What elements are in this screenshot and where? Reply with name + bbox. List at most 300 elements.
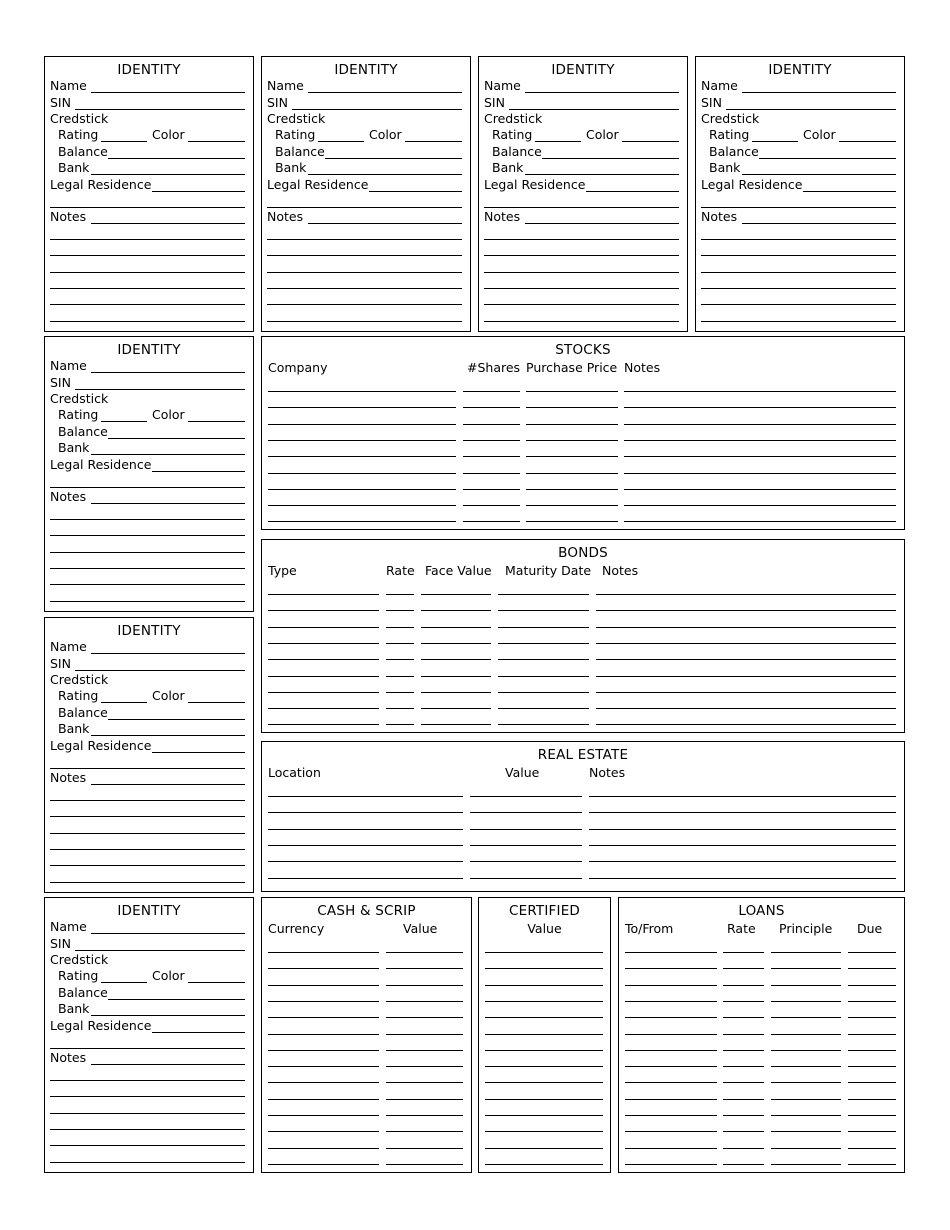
bonds-face-value-cell[interactable]	[421, 724, 491, 725]
notes-line[interactable]	[50, 272, 245, 273]
cash-currency-cell[interactable]	[268, 985, 379, 986]
bonds-face-value-cell[interactable]	[421, 643, 491, 644]
cash-value-cell[interactable]	[386, 1050, 463, 1051]
bonds-maturity-date-cell[interactable]	[498, 627, 589, 628]
bonds-maturity-date-cell[interactable]	[498, 643, 589, 644]
notes-line[interactable]	[484, 288, 679, 289]
bonds-notes-cell[interactable]	[596, 627, 896, 628]
rating-field[interactable]	[101, 141, 147, 142]
name-field[interactable]	[91, 653, 245, 654]
stocks-company-cell[interactable]	[268, 391, 456, 392]
name-field[interactable]	[91, 933, 245, 934]
notes-line[interactable]	[701, 272, 896, 273]
cash-currency-cell[interactable]	[268, 1017, 379, 1018]
stocks-shares-cell[interactable]	[463, 424, 520, 425]
bonds-maturity-date-cell[interactable]	[498, 692, 589, 693]
real-estate-value-cell[interactable]	[470, 861, 582, 862]
notes-line[interactable]	[50, 601, 245, 602]
real-estate-notes-cell[interactable]	[589, 796, 896, 797]
loans-rate-cell[interactable]	[723, 1001, 764, 1002]
cash-currency-cell[interactable]	[268, 1131, 379, 1132]
sin-field[interactable]	[75, 670, 245, 671]
cash-value-cell[interactable]	[386, 1099, 463, 1100]
real-estate-location-cell[interactable]	[268, 845, 463, 846]
sin-field[interactable]	[75, 109, 245, 110]
loans-due-cell[interactable]	[848, 985, 896, 986]
loans-rate-cell[interactable]	[723, 952, 764, 953]
cash-currency-cell[interactable]	[268, 952, 379, 953]
notes-field[interactable]	[91, 784, 245, 785]
real-estate-value-cell[interactable]	[470, 829, 582, 830]
bonds-face-value-cell[interactable]	[421, 692, 491, 693]
notes-line[interactable]	[50, 882, 245, 883]
cash-value-cell[interactable]	[386, 1131, 463, 1132]
stocks-purchase-price-cell[interactable]	[526, 440, 618, 441]
stocks-notes-cell[interactable]	[624, 440, 896, 441]
color-field[interactable]	[188, 982, 245, 983]
sin-field[interactable]	[292, 109, 462, 110]
loans-principle-cell[interactable]	[771, 1050, 841, 1051]
bonds-type-cell[interactable]	[268, 610, 379, 611]
stocks-notes-cell[interactable]	[624, 489, 896, 490]
balance-field[interactable]	[759, 158, 896, 159]
cash-currency-cell[interactable]	[268, 1082, 379, 1083]
stocks-company-cell[interactable]	[268, 489, 456, 490]
certified-value-cell[interactable]	[485, 1082, 603, 1083]
loans-due-cell[interactable]	[848, 1017, 896, 1018]
bonds-face-value-cell[interactable]	[421, 708, 491, 709]
notes-field[interactable]	[525, 223, 679, 224]
bonds-rate-cell[interactable]	[386, 676, 414, 677]
loans-principle-cell[interactable]	[771, 1001, 841, 1002]
bank-field[interactable]	[742, 174, 896, 175]
bonds-face-value-cell[interactable]	[421, 610, 491, 611]
bonds-rate-cell[interactable]	[386, 659, 414, 660]
bonds-maturity-date-cell[interactable]	[498, 594, 589, 595]
rating-field[interactable]	[101, 702, 147, 703]
color-field[interactable]	[839, 141, 896, 142]
bank-field[interactable]	[308, 174, 462, 175]
loans-to-from-cell[interactable]	[625, 1115, 717, 1116]
bonds-maturity-date-cell[interactable]	[498, 610, 589, 611]
bonds-type-cell[interactable]	[268, 627, 379, 628]
name-field[interactable]	[91, 92, 245, 93]
sin-field[interactable]	[509, 109, 679, 110]
cash-currency-cell[interactable]	[268, 1066, 379, 1067]
color-field[interactable]	[405, 141, 462, 142]
cash-currency-cell[interactable]	[268, 1115, 379, 1116]
notes-field[interactable]	[308, 223, 462, 224]
bonds-type-cell[interactable]	[268, 659, 379, 660]
bonds-notes-cell[interactable]	[596, 643, 896, 644]
balance-field[interactable]	[542, 158, 679, 159]
notes-line[interactable]	[267, 321, 462, 322]
loans-rate-cell[interactable]	[723, 1148, 764, 1149]
legal-residence-field[interactable]	[803, 191, 896, 192]
cash-value-cell[interactable]	[386, 1066, 463, 1067]
stocks-purchase-price-cell[interactable]	[526, 391, 618, 392]
notes-line[interactable]	[50, 255, 245, 256]
loans-to-from-cell[interactable]	[625, 985, 717, 986]
cash-currency-cell[interactable]	[268, 968, 379, 969]
stocks-purchase-price-cell[interactable]	[526, 456, 618, 457]
loans-to-from-cell[interactable]	[625, 968, 717, 969]
stocks-shares-cell[interactable]	[463, 489, 520, 490]
notes-line[interactable]	[50, 849, 245, 850]
loans-to-from-cell[interactable]	[625, 1082, 717, 1083]
real-estate-location-cell[interactable]	[268, 861, 463, 862]
bonds-rate-cell[interactable]	[386, 594, 414, 595]
stocks-purchase-price-cell[interactable]	[526, 473, 618, 474]
stocks-company-cell[interactable]	[268, 473, 456, 474]
loans-due-cell[interactable]	[848, 968, 896, 969]
notes-line[interactable]	[701, 239, 896, 240]
notes-line[interactable]	[50, 535, 245, 536]
bonds-maturity-date-cell[interactable]	[498, 676, 589, 677]
bonds-face-value-cell[interactable]	[421, 676, 491, 677]
loans-due-cell[interactable]	[848, 1066, 896, 1067]
bonds-rate-cell[interactable]	[386, 610, 414, 611]
notes-line[interactable]	[50, 304, 245, 305]
notes-line[interactable]	[484, 321, 679, 322]
loans-due-cell[interactable]	[848, 1034, 896, 1035]
cash-value-cell[interactable]	[386, 968, 463, 969]
bank-field[interactable]	[91, 735, 245, 736]
stocks-company-cell[interactable]	[268, 440, 456, 441]
stocks-shares-cell[interactable]	[463, 391, 520, 392]
notes-line[interactable]	[50, 1145, 245, 1146]
rating-field[interactable]	[101, 982, 147, 983]
bonds-rate-cell[interactable]	[386, 724, 414, 725]
balance-field[interactable]	[108, 999, 245, 1000]
loans-rate-cell[interactable]	[723, 1099, 764, 1100]
loans-rate-cell[interactable]	[723, 1131, 764, 1132]
bonds-rate-cell[interactable]	[386, 643, 414, 644]
notes-field[interactable]	[91, 223, 245, 224]
stocks-company-cell[interactable]	[268, 521, 456, 522]
legal-residence-field-2[interactable]	[50, 487, 245, 488]
notes-line[interactable]	[267, 239, 462, 240]
legal-residence-field-2[interactable]	[701, 207, 896, 208]
loans-due-cell[interactable]	[848, 1050, 896, 1051]
real-estate-notes-cell[interactable]	[589, 861, 896, 862]
notes-field[interactable]	[91, 1064, 245, 1065]
bonds-maturity-date-cell[interactable]	[498, 708, 589, 709]
real-estate-value-cell[interactable]	[470, 845, 582, 846]
notes-line[interactable]	[484, 239, 679, 240]
loans-rate-cell[interactable]	[723, 1066, 764, 1067]
loans-rate-cell[interactable]	[723, 1164, 764, 1165]
certified-value-cell[interactable]	[485, 985, 603, 986]
bank-field[interactable]	[91, 1015, 245, 1016]
notes-line[interactable]	[50, 800, 245, 801]
cash-value-cell[interactable]	[386, 1115, 463, 1116]
legal-residence-field[interactable]	[152, 191, 245, 192]
legal-residence-field[interactable]	[152, 471, 245, 472]
loans-principle-cell[interactable]	[771, 952, 841, 953]
notes-line[interactable]	[50, 1096, 245, 1097]
certified-value-cell[interactable]	[485, 952, 603, 953]
stocks-purchase-price-cell[interactable]	[526, 521, 618, 522]
real-estate-notes-cell[interactable]	[589, 829, 896, 830]
stocks-purchase-price-cell[interactable]	[526, 489, 618, 490]
loans-to-from-cell[interactable]	[625, 1050, 717, 1051]
legal-residence-field[interactable]	[152, 752, 245, 753]
cash-value-cell[interactable]	[386, 1017, 463, 1018]
certified-value-cell[interactable]	[485, 1099, 603, 1100]
notes-line[interactable]	[50, 239, 245, 240]
stocks-company-cell[interactable]	[268, 424, 456, 425]
notes-line[interactable]	[50, 833, 245, 834]
rating-field[interactable]	[318, 141, 364, 142]
notes-line[interactable]	[267, 288, 462, 289]
real-estate-location-cell[interactable]	[268, 812, 463, 813]
stocks-company-cell[interactable]	[268, 456, 456, 457]
notes-line[interactable]	[50, 568, 245, 569]
cash-currency-cell[interactable]	[268, 1034, 379, 1035]
loans-to-from-cell[interactable]	[625, 952, 717, 953]
stocks-notes-cell[interactable]	[624, 391, 896, 392]
real-estate-value-cell[interactable]	[470, 878, 582, 879]
loans-rate-cell[interactable]	[723, 1034, 764, 1035]
legal-residence-field-2[interactable]	[50, 768, 245, 769]
certified-value-cell[interactable]	[485, 1034, 603, 1035]
real-estate-location-cell[interactable]	[268, 796, 463, 797]
stocks-company-cell[interactable]	[268, 505, 456, 506]
notes-line[interactable]	[50, 816, 245, 817]
loans-to-from-cell[interactable]	[625, 1066, 717, 1067]
notes-line[interactable]	[267, 255, 462, 256]
bonds-notes-cell[interactable]	[596, 610, 896, 611]
loans-due-cell[interactable]	[848, 1131, 896, 1132]
loans-to-from-cell[interactable]	[625, 1131, 717, 1132]
loans-principle-cell[interactable]	[771, 1082, 841, 1083]
stocks-shares-cell[interactable]	[463, 407, 520, 408]
bonds-maturity-date-cell[interactable]	[498, 724, 589, 725]
stocks-company-cell[interactable]	[268, 407, 456, 408]
certified-value-cell[interactable]	[485, 1131, 603, 1132]
cash-value-cell[interactable]	[386, 1082, 463, 1083]
loans-due-cell[interactable]	[848, 1148, 896, 1149]
loans-due-cell[interactable]	[848, 1001, 896, 1002]
legal-residence-field[interactable]	[369, 191, 462, 192]
stocks-notes-cell[interactable]	[624, 521, 896, 522]
loans-due-cell[interactable]	[848, 1164, 896, 1165]
sin-field[interactable]	[75, 950, 245, 951]
loans-rate-cell[interactable]	[723, 1050, 764, 1051]
loans-to-from-cell[interactable]	[625, 1034, 717, 1035]
bonds-notes-cell[interactable]	[596, 659, 896, 660]
notes-line[interactable]	[50, 288, 245, 289]
bank-field[interactable]	[91, 174, 245, 175]
balance-field[interactable]	[325, 158, 462, 159]
bonds-rate-cell[interactable]	[386, 708, 414, 709]
loans-principle-cell[interactable]	[771, 1099, 841, 1100]
legal-residence-field[interactable]	[586, 191, 679, 192]
balance-field[interactable]	[108, 158, 245, 159]
cash-currency-cell[interactable]	[268, 1050, 379, 1051]
loans-due-cell[interactable]	[848, 1099, 896, 1100]
cash-value-cell[interactable]	[386, 1034, 463, 1035]
certified-value-cell[interactable]	[485, 1164, 603, 1165]
cash-value-cell[interactable]	[386, 1164, 463, 1165]
real-estate-notes-cell[interactable]	[589, 878, 896, 879]
loans-rate-cell[interactable]	[723, 1082, 764, 1083]
bonds-notes-cell[interactable]	[596, 708, 896, 709]
cash-value-cell[interactable]	[386, 1148, 463, 1149]
loans-to-from-cell[interactable]	[625, 1148, 717, 1149]
bonds-type-cell[interactable]	[268, 594, 379, 595]
color-field[interactable]	[188, 421, 245, 422]
notes-line[interactable]	[484, 255, 679, 256]
notes-line[interactable]	[50, 584, 245, 585]
loans-principle-cell[interactable]	[771, 1066, 841, 1067]
real-estate-notes-cell[interactable]	[589, 812, 896, 813]
loans-principle-cell[interactable]	[771, 1017, 841, 1018]
loans-principle-cell[interactable]	[771, 1148, 841, 1149]
notes-line[interactable]	[50, 552, 245, 553]
sin-field[interactable]	[726, 109, 896, 110]
cash-value-cell[interactable]	[386, 985, 463, 986]
notes-line[interactable]	[267, 272, 462, 273]
loans-rate-cell[interactable]	[723, 968, 764, 969]
loans-principle-cell[interactable]	[771, 968, 841, 969]
real-estate-value-cell[interactable]	[470, 796, 582, 797]
cash-value-cell[interactable]	[386, 952, 463, 953]
notes-line[interactable]	[701, 304, 896, 305]
notes-field[interactable]	[742, 223, 896, 224]
cash-currency-cell[interactable]	[268, 1148, 379, 1149]
notes-line[interactable]	[484, 304, 679, 305]
name-field[interactable]	[742, 92, 896, 93]
color-field[interactable]	[188, 702, 245, 703]
certified-value-cell[interactable]	[485, 1148, 603, 1149]
color-field[interactable]	[622, 141, 679, 142]
stocks-shares-cell[interactable]	[463, 440, 520, 441]
loans-rate-cell[interactable]	[723, 1017, 764, 1018]
real-estate-location-cell[interactable]	[268, 878, 463, 879]
bonds-notes-cell[interactable]	[596, 594, 896, 595]
certified-value-cell[interactable]	[485, 1066, 603, 1067]
notes-line[interactable]	[50, 321, 245, 322]
bonds-face-value-cell[interactable]	[421, 659, 491, 660]
certified-value-cell[interactable]	[485, 1001, 603, 1002]
bonds-notes-cell[interactable]	[596, 676, 896, 677]
real-estate-value-cell[interactable]	[470, 812, 582, 813]
balance-field[interactable]	[108, 438, 245, 439]
name-field[interactable]	[525, 92, 679, 93]
stocks-purchase-price-cell[interactable]	[526, 505, 618, 506]
bank-field[interactable]	[91, 454, 245, 455]
loans-to-from-cell[interactable]	[625, 1017, 717, 1018]
bonds-type-cell[interactable]	[268, 708, 379, 709]
rating-field[interactable]	[101, 421, 147, 422]
loans-to-from-cell[interactable]	[625, 1001, 717, 1002]
certified-value-cell[interactable]	[485, 1115, 603, 1116]
color-field[interactable]	[188, 141, 245, 142]
real-estate-location-cell[interactable]	[268, 829, 463, 830]
loans-to-from-cell[interactable]	[625, 1099, 717, 1100]
legal-residence-field[interactable]	[152, 1032, 245, 1033]
loans-due-cell[interactable]	[848, 1082, 896, 1083]
bonds-type-cell[interactable]	[268, 724, 379, 725]
loans-rate-cell[interactable]	[723, 985, 764, 986]
loans-principle-cell[interactable]	[771, 1164, 841, 1165]
legal-residence-field-2[interactable]	[484, 207, 679, 208]
certified-value-cell[interactable]	[485, 1050, 603, 1051]
loans-due-cell[interactable]	[848, 1115, 896, 1116]
notes-line[interactable]	[701, 321, 896, 322]
bonds-maturity-date-cell[interactable]	[498, 659, 589, 660]
stocks-notes-cell[interactable]	[624, 473, 896, 474]
name-field[interactable]	[91, 372, 245, 373]
rating-field[interactable]	[535, 141, 581, 142]
notes-line[interactable]	[267, 304, 462, 305]
cash-value-cell[interactable]	[386, 1001, 463, 1002]
loans-to-from-cell[interactable]	[625, 1164, 717, 1165]
stocks-shares-cell[interactable]	[463, 521, 520, 522]
bonds-face-value-cell[interactable]	[421, 594, 491, 595]
stocks-notes-cell[interactable]	[624, 424, 896, 425]
loans-principle-cell[interactable]	[771, 1115, 841, 1116]
notes-line[interactable]	[701, 255, 896, 256]
cash-currency-cell[interactable]	[268, 1164, 379, 1165]
stocks-purchase-price-cell[interactable]	[526, 407, 618, 408]
notes-field[interactable]	[91, 503, 245, 504]
legal-residence-field-2[interactable]	[50, 207, 245, 208]
sin-field[interactable]	[75, 389, 245, 390]
rating-field[interactable]	[752, 141, 798, 142]
bonds-notes-cell[interactable]	[596, 724, 896, 725]
stocks-shares-cell[interactable]	[463, 456, 520, 457]
stocks-shares-cell[interactable]	[463, 473, 520, 474]
name-field[interactable]	[308, 92, 462, 93]
certified-value-cell[interactable]	[485, 1017, 603, 1018]
loans-rate-cell[interactable]	[723, 1115, 764, 1116]
bonds-notes-cell[interactable]	[596, 692, 896, 693]
notes-line[interactable]	[50, 1080, 245, 1081]
notes-line[interactable]	[50, 1162, 245, 1163]
notes-line[interactable]	[484, 272, 679, 273]
bonds-face-value-cell[interactable]	[421, 627, 491, 628]
bonds-type-cell[interactable]	[268, 643, 379, 644]
stocks-shares-cell[interactable]	[463, 505, 520, 506]
bonds-type-cell[interactable]	[268, 676, 379, 677]
real-estate-notes-cell[interactable]	[589, 845, 896, 846]
stocks-notes-cell[interactable]	[624, 456, 896, 457]
legal-residence-field-2[interactable]	[267, 207, 462, 208]
bonds-type-cell[interactable]	[268, 692, 379, 693]
loans-principle-cell[interactable]	[771, 985, 841, 986]
notes-line[interactable]	[701, 288, 896, 289]
notes-line[interactable]	[50, 1129, 245, 1130]
cash-currency-cell[interactable]	[268, 1099, 379, 1100]
bank-field[interactable]	[525, 174, 679, 175]
loans-principle-cell[interactable]	[771, 1131, 841, 1132]
bonds-rate-cell[interactable]	[386, 692, 414, 693]
stocks-purchase-price-cell[interactable]	[526, 424, 618, 425]
stocks-notes-cell[interactable]	[624, 505, 896, 506]
notes-line[interactable]	[50, 865, 245, 866]
loans-due-cell[interactable]	[848, 952, 896, 953]
stocks-notes-cell[interactable]	[624, 407, 896, 408]
notes-line[interactable]	[50, 1113, 245, 1114]
bonds-rate-cell[interactable]	[386, 627, 414, 628]
loans-principle-cell[interactable]	[771, 1034, 841, 1035]
balance-field[interactable]	[108, 719, 245, 720]
certified-value-cell[interactable]	[485, 968, 603, 969]
legal-residence-field-2[interactable]	[50, 1048, 245, 1049]
